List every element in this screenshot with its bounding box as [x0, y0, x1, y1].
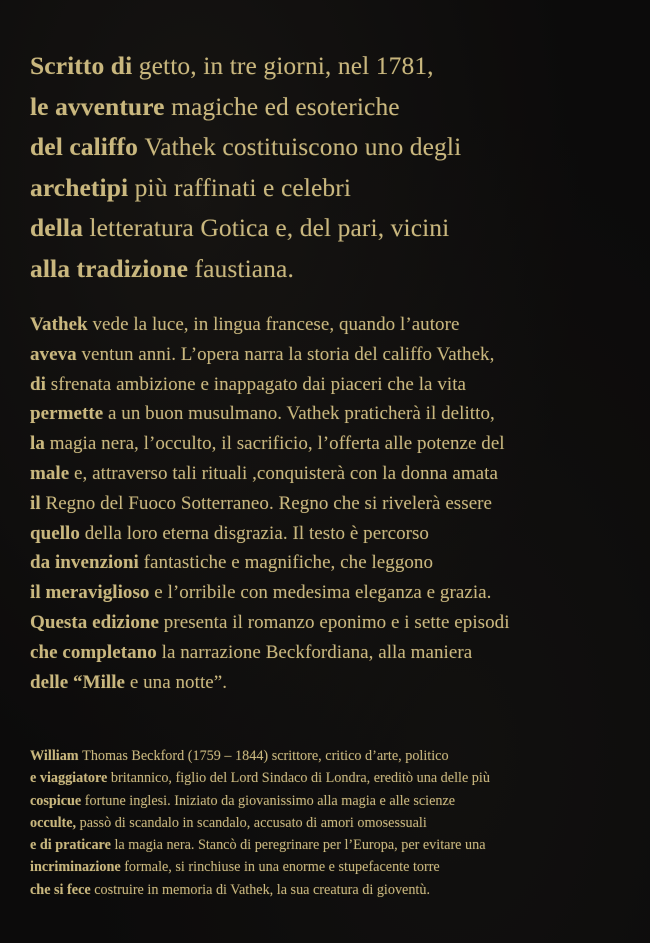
intro-line-bold: Scritto di	[30, 51, 139, 80]
synopsis-line-bold: il meraviglioso	[30, 582, 155, 604]
intro-line	[30, 249, 630, 290]
synopsis-line-bold: il	[30, 492, 46, 514]
bio-line-text: Thomas Beckford (1759 – 1844) scrittore, critico d’arte, politico	[82, 748, 449, 764]
synopsis-line-text: della loro eterna disgrazia. Il testo è percorso	[84, 522, 429, 544]
synopsis-line-text: ventun anni. L’opera narra la storia del califfo Vathek,	[81, 343, 495, 365]
synopsis-line-text: e l’orribile con medesima eleganza e grazia.	[154, 582, 492, 604]
intro-line	[30, 87, 630, 128]
synopsis-line	[30, 399, 630, 429]
synopsis-line-text: presenta il romanzo eponimo e i sette episodi	[163, 611, 510, 633]
synopsis-line-bold: di	[30, 373, 51, 395]
synopsis-line-text: e una notte”.	[129, 671, 228, 693]
synopsis-line	[30, 429, 630, 459]
intro-line	[30, 168, 630, 209]
bio-line	[30, 745, 630, 767]
synopsis-line	[30, 519, 630, 549]
synopsis-line-text: fantastiche e magnifiche, che leggono	[143, 552, 434, 574]
intro-line	[30, 127, 630, 168]
bio-line	[30, 834, 630, 856]
synopsis-line-bold: da invenzioni	[30, 552, 144, 574]
bio-line	[30, 879, 630, 901]
synopsis-line-bold: Questa edizione	[30, 611, 164, 633]
synopsis-line	[30, 608, 630, 638]
synopsis-line	[30, 668, 630, 698]
intro-line-bold: della	[30, 213, 90, 242]
bio-line-bold: incriminazione	[30, 859, 125, 876]
synopsis-line-bold: Vathek	[30, 314, 93, 335]
bio-line-text: britannico, figlio del Lord Sindaco di Londra, ereditò una delle più	[110, 770, 490, 787]
author-bio-paragraph	[30, 745, 630, 901]
intro-paragraph	[30, 46, 630, 289]
bio-line-text: costruire in memoria di Vathek, la sua creatura di gioventù.	[94, 881, 431, 898]
synopsis-line-text: vede la luce, in lingua francese, quando l’autore	[92, 314, 460, 335]
synopsis-line-bold: aveva	[30, 343, 82, 365]
bio-line	[30, 790, 630, 812]
synopsis-paragraph	[30, 310, 630, 697]
bio-line	[30, 812, 630, 834]
intro-line	[30, 46, 630, 87]
bio-line-text: fortune inglesi. Iniziato da giovanissimo alla magia e alle scienze	[84, 792, 456, 809]
bio-line-bold: e di praticare	[30, 837, 115, 854]
synopsis-line	[30, 459, 630, 489]
bio-line-bold: William	[30, 748, 83, 764]
synopsis-line-bold: la	[30, 433, 50, 455]
intro-line-text: magiche ed esoteriche	[171, 91, 400, 121]
synopsis-line	[30, 578, 630, 608]
intro-line-bold: del califfo	[30, 132, 145, 161]
synopsis-line-bold: male	[30, 462, 75, 484]
synopsis-line	[30, 548, 630, 578]
synopsis-line	[30, 310, 630, 340]
intro-line-text: getto, in tre giorni, nel 1781,	[138, 51, 434, 80]
synopsis-line	[30, 340, 630, 370]
bio-line-bold: che si fece	[30, 881, 95, 898]
intro-line-bold: archetipi	[30, 172, 135, 202]
intro-line-text: letteratura Gotica e, del pari, vicini	[89, 213, 450, 242]
synopsis-line-bold: quello	[30, 522, 85, 544]
synopsis-line	[30, 638, 630, 668]
intro-line	[30, 208, 630, 249]
intro-line-bold: alla tradizione	[30, 253, 195, 283]
synopsis-line-bold: che completano	[30, 641, 162, 663]
bio-line	[30, 767, 630, 789]
intro-line-bold: le avventure	[30, 91, 172, 121]
bio-line-text: formale, si rinchiuse in una enorme e stupefacente torre	[124, 859, 440, 876]
synopsis-line-text: sfrenata ambizione e inappagato dai piaceri che la vita	[50, 373, 467, 395]
synopsis-line-text: e, attraverso tali rituali ,conquisterà con la donna amata	[74, 462, 498, 484]
intro-line-text: faustiana.	[194, 253, 294, 283]
bio-line-text: la magia nera. Stancò di peregrinare per l’Europa, per evitare una	[114, 837, 486, 854]
synopsis-line	[30, 489, 630, 519]
synopsis-line-text: la narrazione Beckfordiana, alla maniera	[161, 641, 473, 663]
synopsis-line-text: a un buon musulmano. Vathek praticherà il delitto,	[107, 403, 495, 425]
intro-line-text: Vathek costituiscono uno degli	[144, 132, 462, 161]
synopsis-line-text: Regno del Fuoco Sotterraneo. Regno che si rivelerà essere	[45, 492, 493, 514]
synopsis-line-text: magia nera, l’occulto, il sacrificio, l’offerta alle potenze del	[49, 433, 505, 455]
synopsis-line-bold: delle “Mille	[30, 671, 130, 693]
intro-line-text: più raffinati e celebri	[134, 172, 352, 202]
bio-line	[30, 856, 630, 878]
synopsis-line	[30, 370, 630, 400]
synopsis-line-bold: permette	[30, 403, 108, 425]
bio-line-text: passò di scandalo in scandalo, accusato di amori omosessuali	[79, 814, 427, 831]
bio-line-bold: e viaggiatore	[30, 770, 111, 787]
bio-line-bold: occulte,	[30, 814, 80, 831]
bio-line-bold: cospicue	[30, 792, 85, 809]
